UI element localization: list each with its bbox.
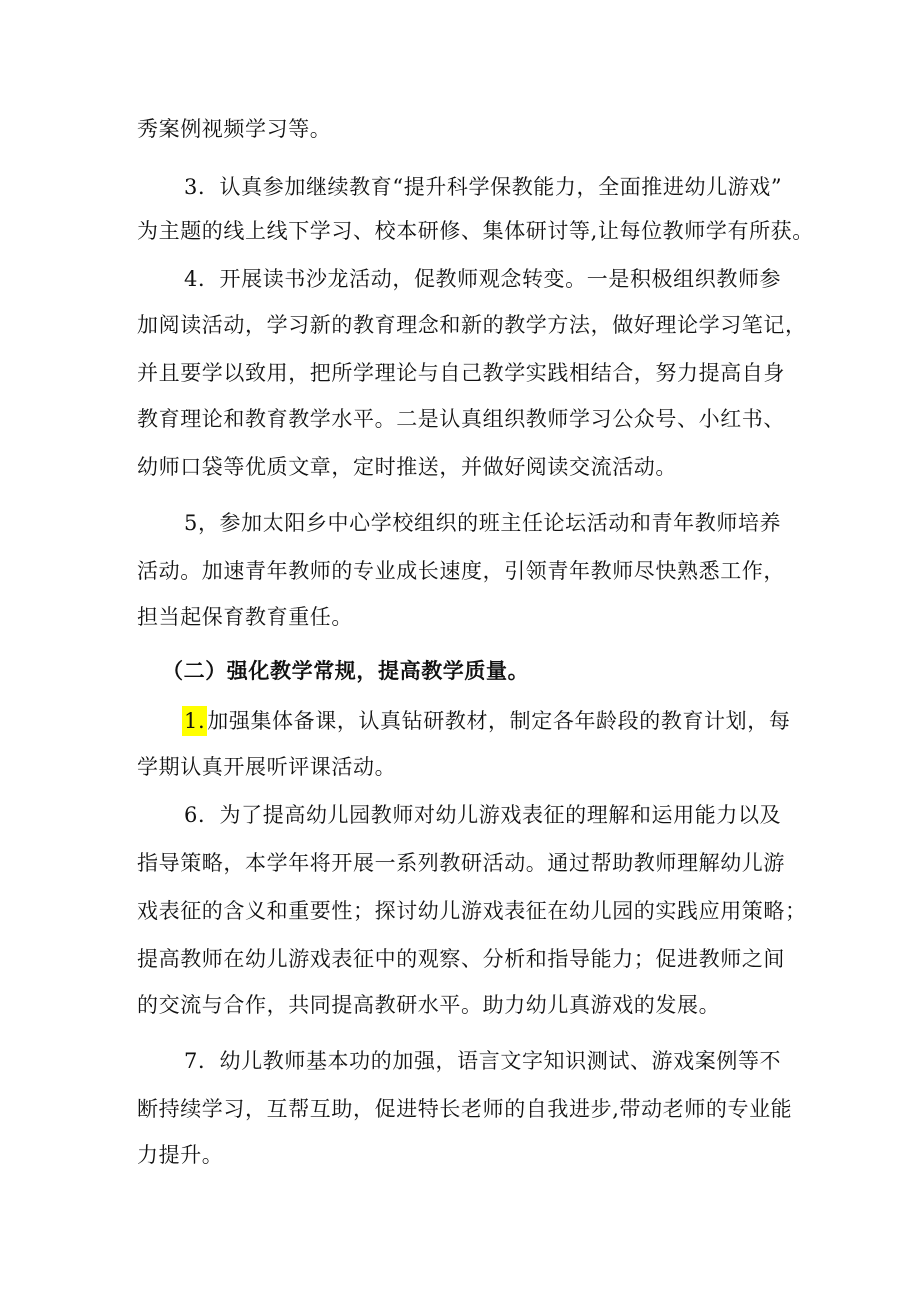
text-line: 教育理论和教育教学水平。二是认真组织教师学习公众号、小红书、 bbox=[137, 407, 785, 431]
text-line: 担当起保育教育重任。 bbox=[137, 605, 353, 629]
highlighted-number: 1. bbox=[182, 706, 207, 736]
text-line: 提高教师在幼儿游戏表征中的观察、分析和指导能力；促进教师之间 bbox=[137, 947, 785, 971]
text-line: 戏表征的含义和重要性；探讨幼儿游戏表征在幼儿园的实践应用策略； bbox=[137, 899, 807, 923]
text-line: 活动。加速青年教师的专业成长速度，引领青年教师尽快熟悉工作， bbox=[137, 559, 785, 583]
text-line: 并且要学以致用，把所学理论与自己教学实践相结合，努力提高自身 bbox=[137, 361, 785, 385]
text-line: 力提升。 bbox=[137, 1143, 224, 1167]
text-line: 学期认真开展听评课活动。 bbox=[137, 755, 397, 779]
text-line: 指导策略，本学年将开展一系列教研活动。通过帮助教师理解幼儿游 bbox=[137, 851, 785, 875]
section-heading: （二）强化教学常规，提高教学质量。 bbox=[162, 658, 530, 683]
text-line: 4．开展读书沙龙活动，促教师观念转变。一是积极组织教师参 bbox=[184, 267, 782, 291]
text-line: 断持续学习，互帮互助，促进特长老师的自我进步,带动老师的专业能 bbox=[137, 1097, 793, 1121]
text-line: 的交流与合作，共同提高教研水平。助力幼儿真游戏的发展。 bbox=[137, 993, 721, 1017]
text-line: 3．认真参加继续教育“提升科学保教能力，全面推进幼儿游戏” bbox=[184, 175, 783, 199]
text-line: 秀案例视频学习等。 bbox=[137, 117, 332, 141]
text-line: 5，参加太阳乡中心学校组织的班主任论坛活动和青年教师培养 bbox=[184, 511, 782, 535]
text-line: 6．为了提高幼儿园教师对幼儿游戏表征的理解和运用能力以及 bbox=[184, 803, 782, 827]
text-line-body: 加强集体备课，认真钻研教材，制定各年龄段的教育计划，每 bbox=[207, 709, 791, 733]
text-line: 7．幼儿教师基本功的加强，语言文字知识测试、游戏案例等不 bbox=[184, 1049, 782, 1073]
text-line: 幼师口袋等优质文章，定时推送，并做好阅读交流活动。 bbox=[137, 455, 677, 479]
text-line-highlighted bbox=[184, 706, 790, 736]
text-line: 加阅读活动，学习新的教育理念和新的教学方法，做好理论学习笔记， bbox=[137, 313, 807, 337]
text-line: 为主题的线上线下学习、校本研修、集体研讨等,让每位教师学有所获。 bbox=[137, 219, 814, 243]
